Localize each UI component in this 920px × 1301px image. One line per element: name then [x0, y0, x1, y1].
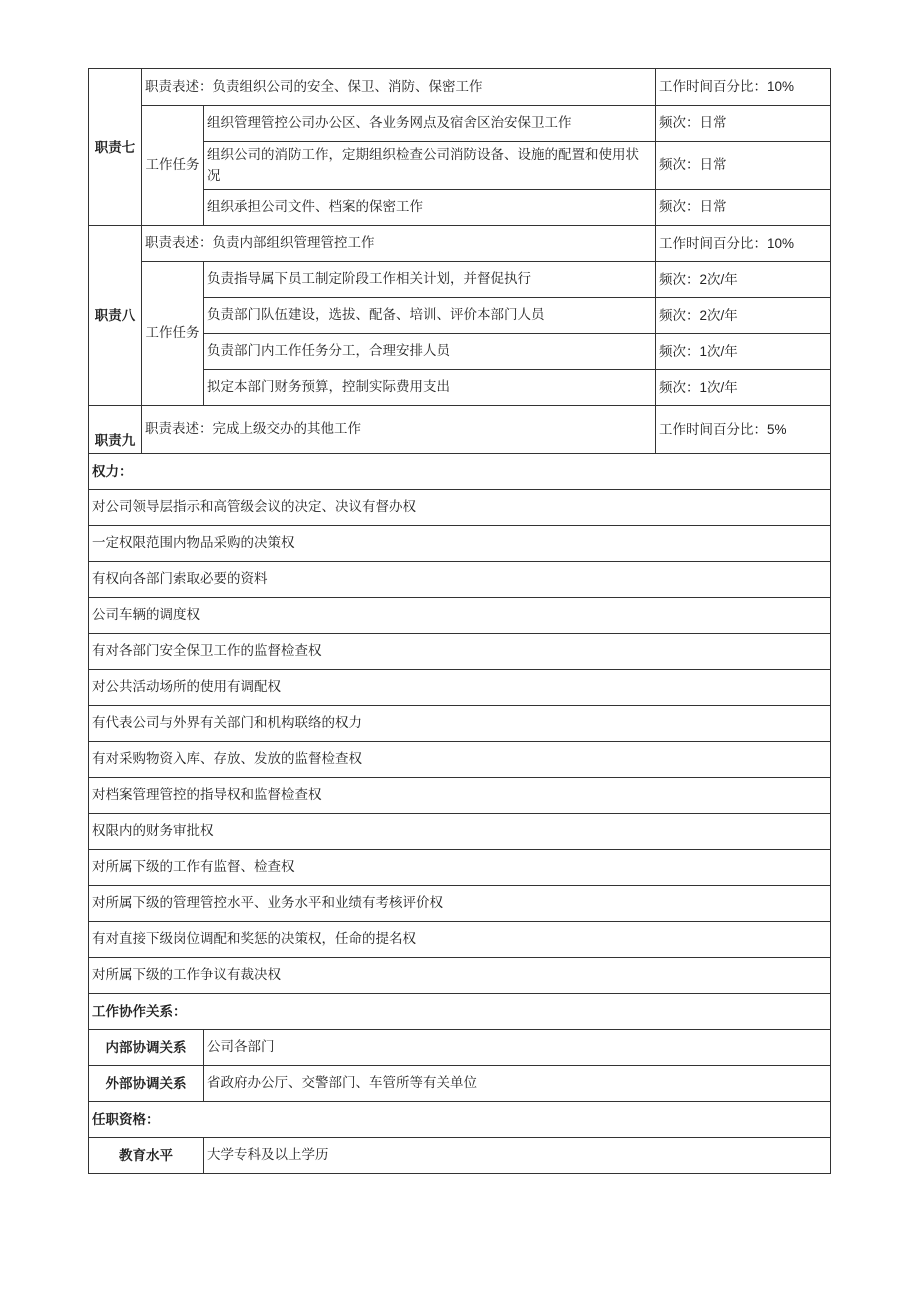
duty8-time-share: 工作时间百分比：10% [656, 226, 831, 262]
duty9-description: 职责表述：完成上级交办的其他工作 [142, 406, 656, 454]
external-relations-label: 外部协调关系 [89, 1066, 204, 1102]
power-item: 对所属下级的工作争议有裁决权 [89, 958, 831, 994]
education-row [89, 1138, 831, 1174]
power-item: 权限内的财务审批权 [89, 814, 831, 850]
duty7-task-3: 组织承担公司文件、档案的保密工作 [204, 190, 656, 226]
powers-heading-row [89, 454, 831, 490]
power-item: 公司车辆的调度权 [89, 598, 831, 634]
duty9-time-share: 工作时间百分比：5% [656, 406, 831, 454]
internal-relations-row [89, 1030, 831, 1066]
power-item: 对所属下级的工作有监督、检查权 [89, 850, 831, 886]
external-relations-value: 省政府办公厅、交警部门、车管所等有关单位 [204, 1066, 831, 1102]
job-description-table [88, 68, 831, 1174]
power-item: 一定权限范围内物品采购的决策权 [89, 526, 831, 562]
duty7-task-3-frequency: 频次：日常 [656, 190, 831, 226]
qualifications-heading-row [89, 1102, 831, 1138]
qualifications-heading: 任职资格： [89, 1102, 831, 1138]
duty7-task-1-frequency: 频次：日常 [656, 106, 831, 142]
duty8-task-2: 负责部门队伍建设，选拔、配备、培训、评价本部门人员 [204, 298, 656, 334]
internal-relations-value: 公司各部门 [204, 1030, 831, 1066]
duty7-description-row [89, 69, 831, 106]
power-item: 对档案管理管控的指导权和监督检查权 [89, 778, 831, 814]
duty8-description: 职责表述：负责内部组织管理管控工作 [142, 226, 656, 262]
duty8-task-1: 负责指导属下员工制定阶段工作相关计划，并督促执行 [204, 262, 656, 298]
power-item: 对公共活动场所的使用有调配权 [89, 670, 831, 706]
power-item: 有代表公司与外界有关部门和机构联络的权力 [89, 706, 831, 742]
duty8-task-1-frequency: 频次：2次/年 [656, 262, 831, 298]
power-item: 有对直接下级岗位调配和奖惩的决策权，任命的提名权 [89, 922, 831, 958]
relations-heading-row [89, 994, 831, 1030]
power-item: 有权向各部门索取必要的资料 [89, 562, 831, 598]
duty9-label: 职责九 [89, 406, 142, 454]
duty8-label: 职责八 [89, 226, 142, 406]
duty7-label: 职责七 [89, 69, 142, 226]
duty7-time-share: 工作时间百分比：10% [656, 69, 831, 106]
duty8-task-4-frequency: 频次：1次/年 [656, 370, 831, 406]
duty8-description-row [89, 226, 831, 262]
power-item: 有对采购物资入库、存放、发放的监督检查权 [89, 742, 831, 778]
duty7-task-1: 组织管理管控公司办公区、各业务网点及宿舍区治安保卫工作 [204, 106, 656, 142]
duty8-task-row [89, 262, 831, 298]
duty7-description: 职责表述：负责组织公司的安全、保卫、消防、保密工作 [142, 69, 656, 106]
duty7-task-row [89, 106, 831, 142]
powers-heading: 权力： [89, 454, 831, 490]
duty7-task-label: 工作任务 [142, 106, 204, 226]
duty8-task-4: 拟定本部门财务预算，控制实际费用支出 [204, 370, 656, 406]
duty8-task-label: 工作任务 [142, 262, 204, 406]
power-item: 对公司领导层指示和高管级会议的决定、决议有督办权 [89, 490, 831, 526]
duty9-description-row [89, 406, 831, 454]
duty8-task-2-frequency: 频次：2次/年 [656, 298, 831, 334]
power-item: 对所属下级的管理管控水平、业务水平和业绩有考核评价权 [89, 886, 831, 922]
duty7-task-2-frequency: 频次：日常 [656, 142, 831, 190]
relations-heading: 工作协作关系： [89, 994, 831, 1030]
education-label: 教育水平 [89, 1138, 204, 1174]
duty7-task-2: 组织公司的消防工作，定期组织检查公司消防设备、设施的配置和使用状况 [204, 142, 656, 190]
internal-relations-label: 内部协调关系 [89, 1030, 204, 1066]
power-item: 有对各部门安全保卫工作的监督检查权 [89, 634, 831, 670]
duty8-task-3: 负责部门内工作任务分工，合理安排人员 [204, 334, 656, 370]
external-relations-row [89, 1066, 831, 1102]
education-value: 大学专科及以上学历 [204, 1138, 831, 1174]
duty8-task-3-frequency: 频次：1次/年 [656, 334, 831, 370]
